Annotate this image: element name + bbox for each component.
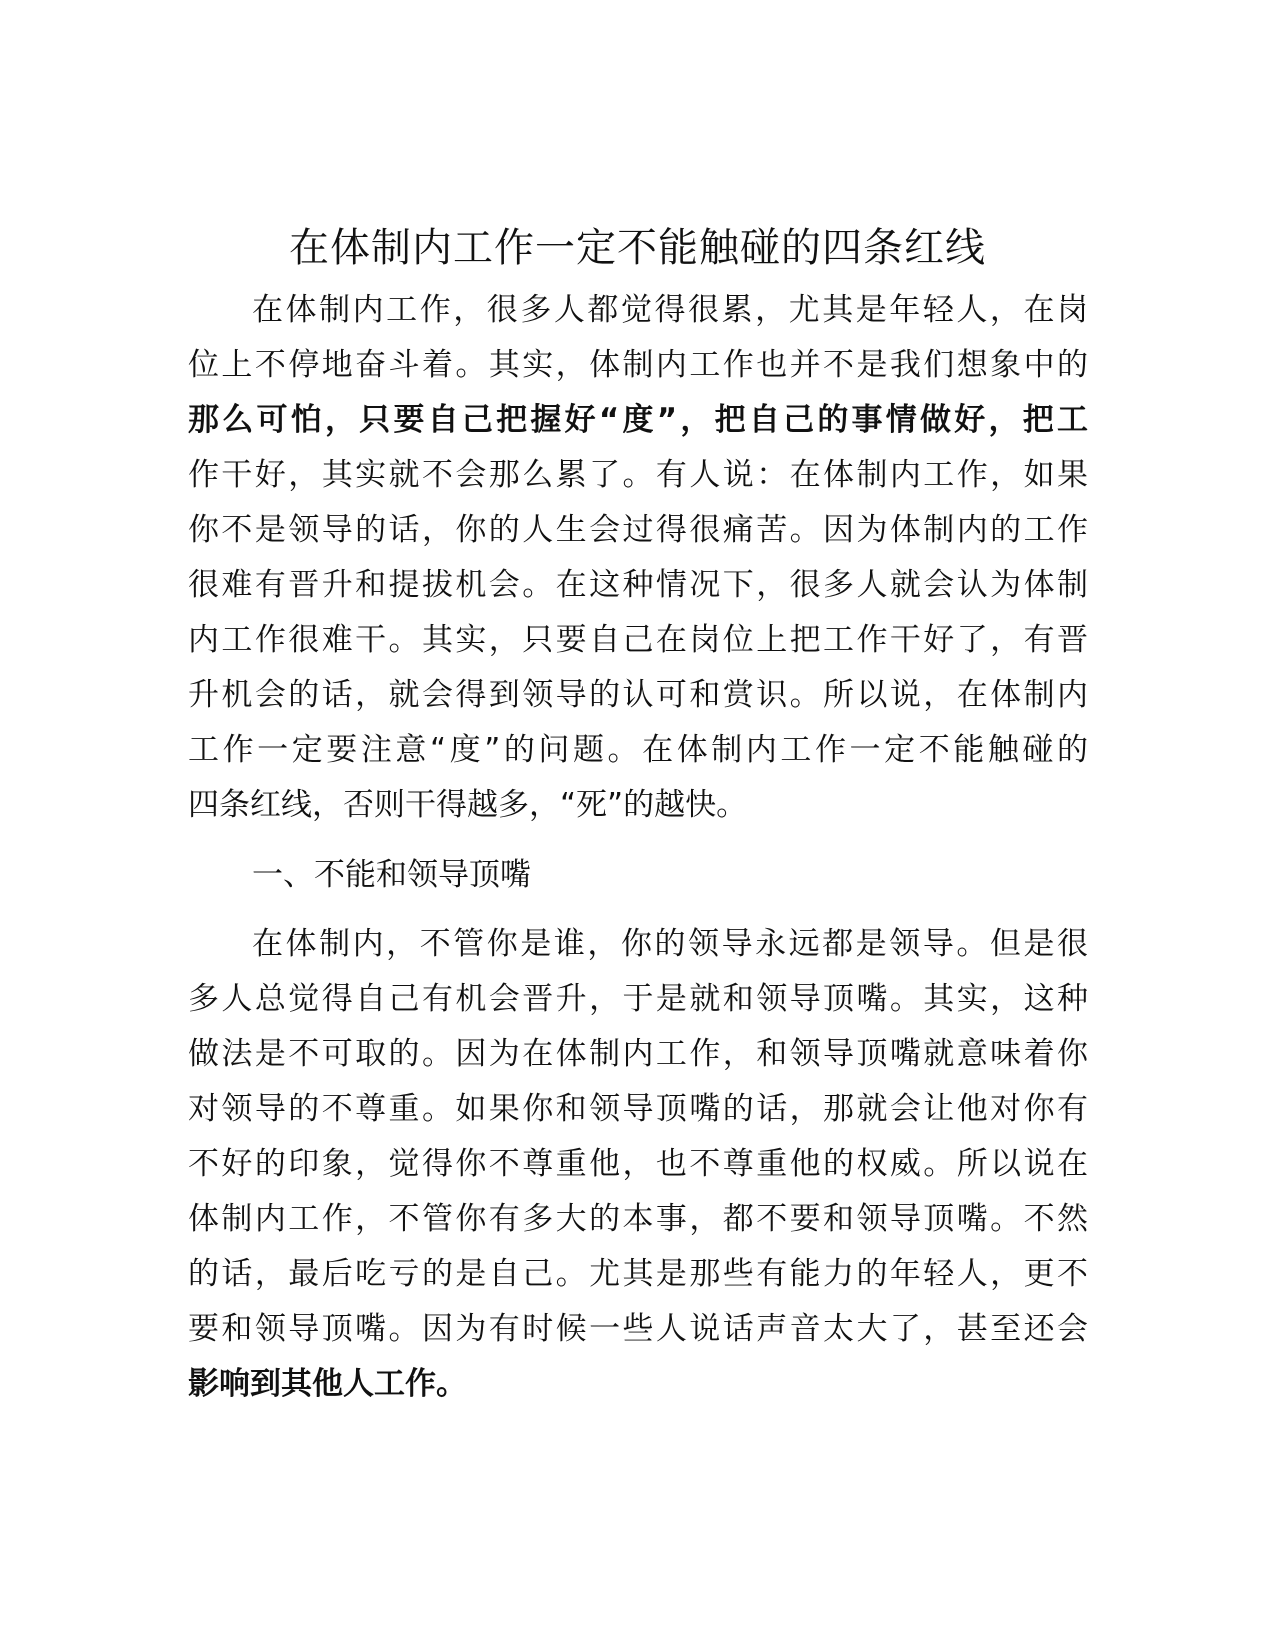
section1-line-2: 多人总觉得自己有机会晋升，于是就和领导顶嘴。其实，这种 (188, 981, 1088, 1017)
intro-line-10: 四条红线，否则干得越多，“死”的越快。 (188, 787, 748, 823)
intro-line-2: 位上不停地奋斗着。其实，体制内工作也并不是我们想象中的 (188, 347, 1088, 383)
section1-line-7: 的话，最后吃亏的是自己。尤其是那些有能力的年轻人，更不 (188, 1256, 1088, 1292)
intro-line-1: 在体制内工作，很多人都觉得很累，尤其是年轻人，在岗 (252, 292, 1088, 328)
document-title: 在体制内工作一定不能触碰的四条红线 (289, 225, 986, 271)
section1-line-3: 做法是不可取的。因为在体制内工作，和领导顶嘴就意味着你 (188, 1036, 1088, 1072)
intro-line-9: 工作一定要注意“度”的问题。在体制内工作一定不能触碰的 (188, 732, 1088, 768)
section1-line-9: 影响到其他人工作。 (188, 1366, 467, 1402)
section1-line-8: 要和领导顶嘴。因为有时候一些人说话声音太大了，甚至还会 (188, 1311, 1088, 1347)
intro-line-8: 升机会的话，就会得到领导的认可和赏识。所以说，在体制内 (188, 677, 1088, 713)
intro-line-5: 你不是领导的话，你的人生会过得很痛苦。因为体制内的工作 (188, 512, 1088, 548)
section1-line-1: 在体制内，不管你是谁，你的领导永远都是领导。但是很 (252, 926, 1088, 962)
intro-line-3: 那么可怕，只要自己把握好“度”，把自己的事情做好，把工 (188, 402, 1088, 438)
section1-line-5: 不好的印象，觉得你不尊重他，也不尊重他的权威。所以说在 (188, 1146, 1088, 1182)
intro-line-6: 很难有晋升和提拔机会。在这种情况下，很多人就会认为体制 (188, 567, 1088, 603)
section-heading: 一、不能和领导顶嘴 (252, 857, 531, 893)
section1-line-4: 对领导的不尊重。如果你和领导顶嘴的话，那就会让他对你有 (188, 1091, 1088, 1127)
intro-line-4: 作干好，其实就不会那么累了。有人说：在体制内工作，如果 (188, 457, 1088, 493)
intro-line-7: 内工作很难干。其实，只要自己在岗位上把工作干好了，有晋 (188, 622, 1088, 658)
section1-line-6: 体制内工作，不管你有多大的本事，都不要和领导顶嘴。不然 (188, 1201, 1088, 1237)
